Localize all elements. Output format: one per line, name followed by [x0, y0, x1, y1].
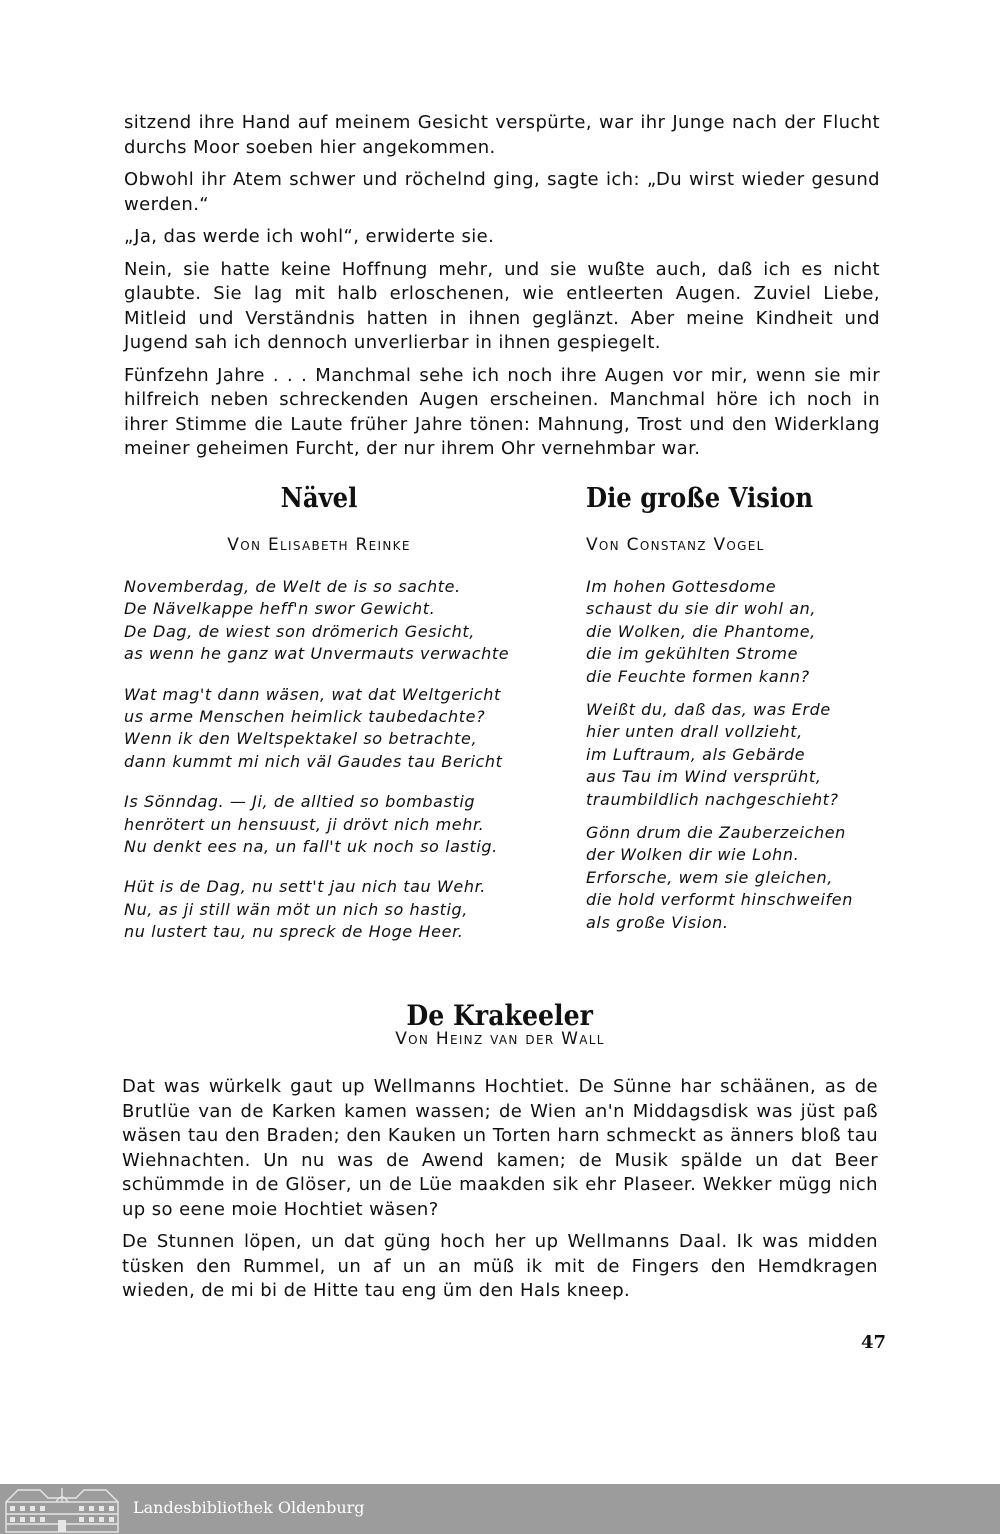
stanza: [124, 876, 534, 943]
poem-navel: [124, 478, 534, 962]
intro-paragraph: sitzend ihre Hand auf meinem Gesicht verspürte, war ihr Junge nach der Flucht durchs Moor soeben hier angekommen.: [124, 112, 880, 158]
library-name: Landesbibliothek Oldenburg: [133, 1498, 365, 1517]
page-number: 47: [860, 1332, 886, 1353]
verse-line: Gönn drum die Zauberzeichen: [586, 823, 846, 843]
stanza: [124, 576, 534, 666]
verse-line: im Luftraum, als Gebärde: [586, 744, 806, 764]
story-paragraph: Dat was würkelk gaut up Wellmanns Hochtiet. De Sünne har schäänen, as de Brutlüe van de Karken kamen wassen; de Wien an'n Middagsdisk was jüst paß wäsen tau den Braden; den Kauken un Torten harn schmeckt as änners bloß tau Wiehnachten. Un nu was de Awend kamen; de Musik spälde un dat Beer schümmde in de Glöser, un de Lüe maakden sik ehr Plaseer. Wekker mügg nich up so eene moie Hochtiet wäsen?: [122, 1076, 878, 1220]
verse-line: als große Vision.: [586, 912, 729, 932]
intro-text: [124, 111, 880, 470]
intro-paragraph: „Ja, das werde ich wohl“, erwiderte sie.: [124, 226, 495, 247]
stanza: [124, 791, 534, 858]
intro-paragraph: Fünfzehn Jahre . . . Manchmal sehe ich noch ihre Augen vor mir, wenn sie mir hilfreich neben schreckenden Augen erscheinen. Manchmal höre ich noch in ihrer Stimme die Laute früher Jahre tönen: Mahnung, Trost und den Widerklang meiner geheimen Furcht, der nur ihrem Ohr vernehmbar war.: [124, 364, 880, 459]
verse-line: Weißt du, daß das, was Erde: [586, 700, 831, 720]
verse-line: De Nävelkappe heff'n swor Gewicht.: [124, 599, 436, 619]
verse-line: schaust du sie dir wohl an,: [586, 599, 817, 619]
verse-line: traumbildlich nachgeschieht?: [586, 789, 839, 809]
verse-line: die Feuchte formen kann?: [586, 666, 810, 686]
story-text: [122, 1075, 878, 1312]
poem-author: Von Constanz Vogel: [586, 535, 765, 555]
verse-line: die hold verformt hinschweifen: [586, 890, 853, 910]
verse-line: Nu, as ji still wän möt un nich so hastig,: [124, 899, 468, 919]
intro-paragraph: Obwohl ihr Atem schwer und röchelnd ging, sagte ich: „Du wirst wieder gesund werden.“: [124, 169, 880, 215]
poem-die-grosse-vision: [586, 478, 886, 945]
verse-line: die Wolken, die Phantome,: [586, 621, 816, 641]
verse-line: Is Sönndag. — Ji, de alltied so bombastig: [124, 792, 476, 812]
verse-line: nu lustert tau, nu spreck de Hoge Heer.: [124, 922, 464, 942]
stanza: [586, 576, 886, 688]
stanza: [124, 684, 534, 774]
poem-author: Von Elisabeth Reinke: [227, 535, 411, 555]
verse-line: die im gekühlten Strome: [586, 644, 799, 664]
verse-line: Hüt is de Dag, nu sett't jau nich tau Wehr.: [124, 877, 486, 897]
story-title-text: De Krakeeler: [406, 999, 594, 1033]
stanza: [586, 822, 886, 934]
verse-line: aus Tau im Wind versprüht,: [586, 767, 822, 787]
verse-line: dann kummt mi nich väl Gaudes tau Bericht: [124, 751, 503, 771]
poem-stanzas: [586, 576, 886, 934]
verse-line: us arme Menschen heimlick taubedachte?: [124, 707, 486, 727]
poem-title: Nävel: [280, 483, 358, 514]
verse-line: Nu denkt ees na, un fall't uk noch so lastig.: [124, 837, 498, 857]
library-building-icon: [0, 1484, 124, 1534]
verse-line: hier unten drall vollzieht,: [586, 722, 803, 742]
verse-line: Erforsche, wem sie gleichen,: [586, 867, 833, 887]
verse-line: der Wolken dir wie Lohn.: [586, 845, 800, 865]
verse-line: Wat mag't dann wäsen, wat dat Weltgericht: [124, 684, 501, 704]
library-footer-bar: [0, 1484, 1000, 1534]
story-author: Von Heinz van der Wall: [395, 1029, 605, 1049]
poem-stanzas: [124, 576, 534, 944]
verse-line: henrötert un hensuust, ji drövt nich mehr.: [124, 814, 485, 834]
verse-line: Wenn ik den Weltspektakel so betrachte,: [124, 729, 478, 749]
verse-line: De Dag, de wiest son drömerich Gesicht,: [124, 621, 475, 641]
story-paragraph: De Stunnen löpen, un dat güng hoch her up Wellmanns Daal. Ik was midden tüsken den Rummel, un af un an müß ik mit de Fingers den Hemdkragen wieden, de mi bi de Hitte tau eng üm den Hals kneep.: [122, 1231, 878, 1301]
verse-line: Novemberdag, de Welt de is so sachte.: [124, 577, 461, 596]
verse-line: Im hohen Gottesdome: [586, 577, 777, 596]
verse-line: as wenn he ganz wat Unvermauts verwachte: [124, 644, 510, 664]
stanza: [586, 699, 886, 811]
poem-title: Die große Vision: [586, 483, 814, 514]
intro-paragraph: Nein, sie hatte keine Hoffnung mehr, und sie wußte auch, daß ich es nicht glaubte. Sie lag mit halb erloschenen, wie entleerten Augen. Zuviel Liebe, Mitleid und Verständnis hatten in ihnen geglänzt. Aber meine Kindheit und Jugend sah ich dennoch unverlierbar in ihnen gespiegelt.: [124, 258, 880, 353]
